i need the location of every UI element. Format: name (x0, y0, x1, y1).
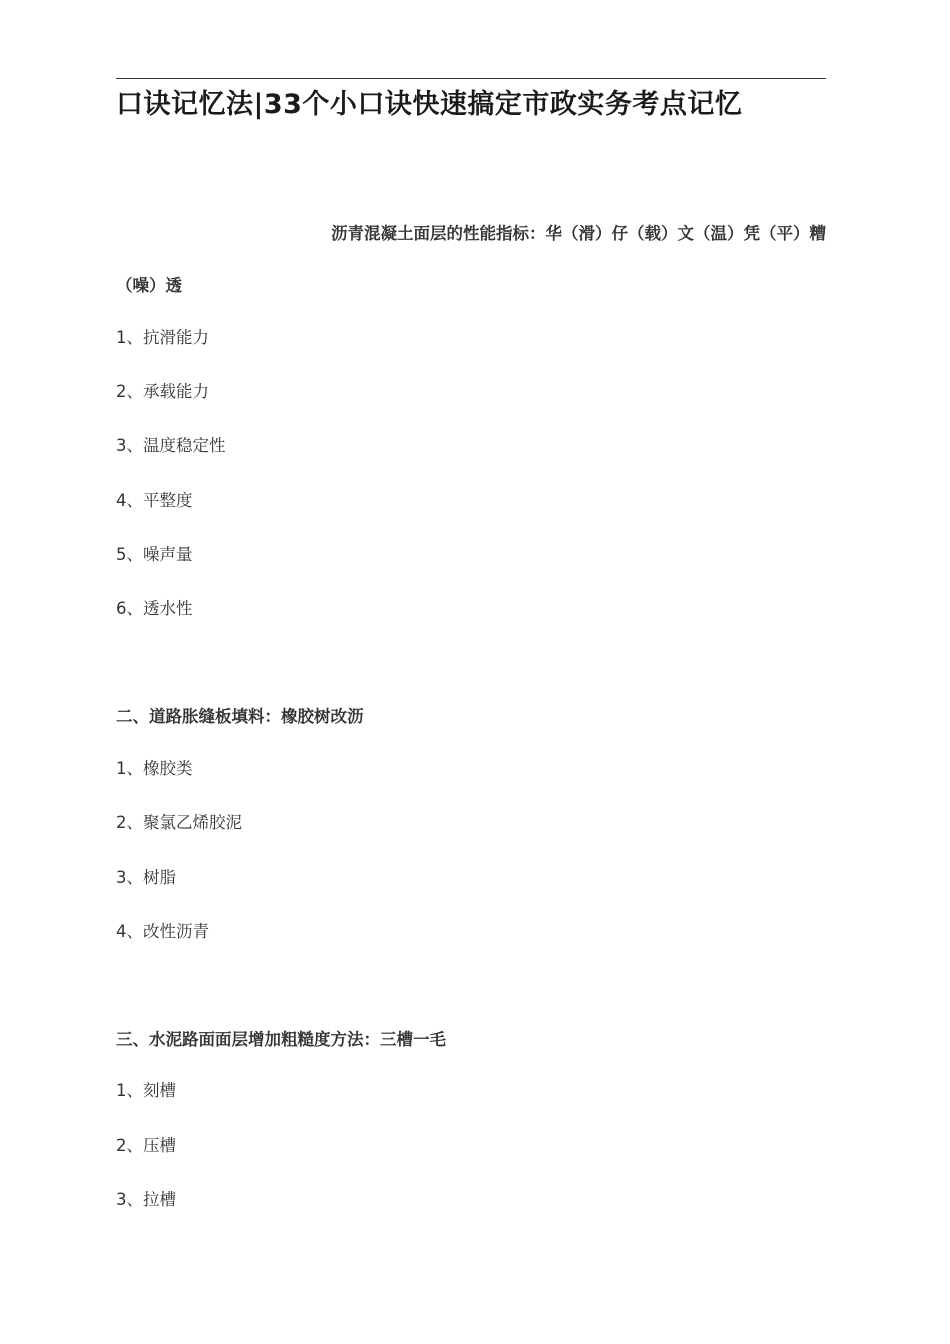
title-rule (116, 78, 826, 79)
page-title: 口诀记忆法|33个小口诀快速搞定市政实务考点记忆 (116, 89, 743, 120)
section2-heading: 二、道路胀缝板填料：橡胶树改沥 (116, 707, 364, 726)
section2-item: 3、树脂 (116, 868, 176, 887)
section1-heading: 沥青混凝土面层的性能指标：华（滑）仔（载）文（温）凭（平）糟 (331, 224, 826, 243)
section3-item: 2、压槽 (116, 1136, 176, 1155)
section3-item: 3、拉槽 (116, 1190, 176, 1209)
section1-item: 4、平整度 (116, 491, 193, 510)
section3-heading: 三、水泥路面面层增加粗糙度方法：三槽一毛 (116, 1030, 446, 1049)
section1-heading-continued: （噪）透 (116, 276, 182, 295)
section3-item: 1、刻槽 (116, 1081, 176, 1100)
section1-item: 1、抗滑能力 (116, 328, 209, 347)
section1-item: 6、透水性 (116, 599, 193, 618)
section2-item: 4、改性沥青 (116, 922, 209, 941)
section2-item: 2、聚氯乙烯胶泥 (116, 813, 242, 832)
section1-item: 2、承载能力 (116, 382, 209, 401)
section1-item: 3、温度稳定性 (116, 436, 226, 455)
section2-item: 1、橡胶类 (116, 759, 193, 778)
section1-item: 5、噪声量 (116, 545, 193, 564)
